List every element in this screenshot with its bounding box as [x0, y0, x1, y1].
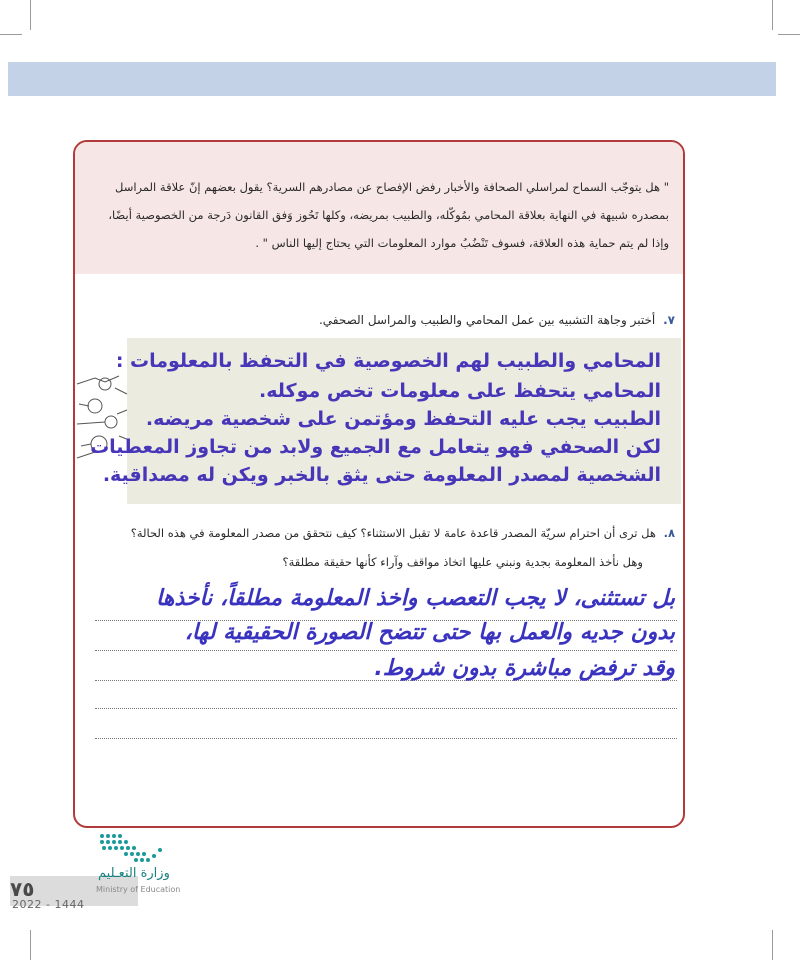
question-number: ٨. [663, 526, 675, 540]
quote-line: " هل يتوجّب السماح لمراسلي الصحافة والأخبار رفض الإفصاح عن مصادرهم السرية؟ يقول بعضهم إنّ علاقة المراسل [115, 180, 669, 194]
answer-7-box [90, 338, 681, 504]
question-text: أختبر وجاهة التشبيه بين عمل المحامي والطبيب والمراسل الصحفي. [318, 313, 656, 327]
question-8 [131, 526, 675, 540]
crop-mark [30, 930, 31, 960]
quote-line: بمصدره شبيهة في النهاية بعلاقة المحامي بمُوكّله، والطبيب بمريضه، وكلها تَحُوز وَفق القانون دَرجة من الخصوصية أيضًا، [108, 208, 669, 222]
edition-year: 2022 - 1444 [12, 898, 85, 911]
crop-mark [0, 34, 22, 35]
handwritten-answer-line: الشخصية لمصدر المعلومة حتى يثق بالخبر ويكن له مصداقية. [102, 464, 661, 486]
handwritten-answer-line: وقد ترفض مباشرة بدون شروط. [374, 656, 675, 681]
answer-dotted-line [95, 708, 677, 709]
header-band [8, 62, 776, 96]
handwritten-answer-line: بدون جديه والعمل بها حتى تتضح الصورة الحقيقية لها، [184, 620, 675, 645]
handwritten-answer-line: المحامي يتحفظ على معلومات تخص موكله. [259, 380, 661, 402]
handwritten-answer-line: المحامي والطبيب لهم الخصوصية في التحفظ بالمعلومات : [115, 350, 661, 372]
ministry-logo-icon [96, 830, 166, 866]
question-7 [319, 313, 675, 327]
quote-line: وإذا لم يتم حماية هذه العلاقة، فسوف تَنْضُبُ موارد المعلومات التي يحتاج إليها الناس " . [255, 236, 669, 250]
quote-box [75, 142, 683, 274]
content-frame [73, 140, 685, 828]
crop-mark [772, 0, 773, 30]
crop-mark [772, 930, 773, 960]
crop-mark [778, 34, 800, 35]
ministry-name-arabic: وزارة التعـليم [98, 866, 170, 881]
crop-mark [30, 0, 31, 30]
handwritten-answer-line: لكن الصحفي فهو يتعامل مع الجميع ولابد من تجاوز المعطيات [90, 436, 661, 458]
ministry-name-english: Ministry of Education [96, 885, 181, 894]
page-number: ٧٥ [10, 877, 35, 901]
answer-dotted-line [95, 738, 677, 739]
handwritten-answer-line: بل تستثنى، لا يجب التعصب واخذ المعلومة مطلقاً، نأخذها [156, 586, 675, 611]
answer-dotted-line [95, 650, 677, 651]
question-text: هل ترى أن احترام سريّة المصدر قاعدة عامة لا تقبل الاستثناء؟ كيف نتحقق من مصدر المعلومة في هذه الحالة؟ [130, 526, 656, 540]
question-number: ٧. [663, 313, 675, 327]
handwritten-answer-line: الطبيب يجب عليه التحفظ ومؤتمن على شخصية مريضه. [145, 408, 661, 430]
question-8-line-2: وهل نأخذ المعلومة بجدية ونبني عليها اتخاذ مواقف وآراء كأنها حقيقة مطلقة؟ [282, 555, 643, 569]
